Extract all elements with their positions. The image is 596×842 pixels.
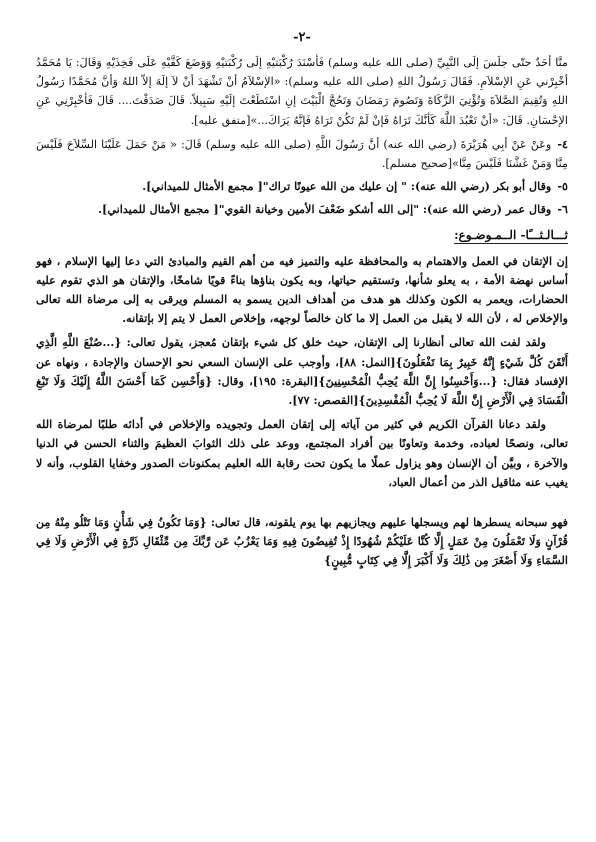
list-item-6 bbox=[36, 200, 568, 219]
document-page bbox=[36, 30, 568, 834]
list-number: ٥- bbox=[557, 179, 568, 194]
paragraph-quran-call: ولقد دعانا القرآن الكريم في كثير من آياته إلى إتقان العمل وتجويده والإخلاص في أدائه طلبًا لمرضاة الله تعالى، ونصحًا لعباده، وخدمة وتعاونًا بين أفراد المجتمع، ووعد على ذلك الثوابَ العظيمَ والثناء الحسن في الدنيا والآخرة ، وبيَّن أن الإنسان وهو يزاول عملًا ما يكون تحت رقابة الله العليم بمكنونات الصدور وخفايا القلوب، وأنه لا يغيب عنه مثاقيل الذر من أعمال العباد، bbox=[36, 417, 568, 489]
list-text: وعَنْ عَنْ أبِي هُرَيْرَةَ (رضي الله عنه) أنَّ رَسُولَ اللَّهِ (صلى الله عليه وسلم) قَالَ: « مَنْ حَمَلَ عَلَيْنَا السِّلاَحَ فَلَيْسَ مِنَّا وَمَنْ غَشَّنَا فَلَيْسَ مِنَّا»[صحيح مسلم]. bbox=[36, 137, 568, 171]
list-item-4 bbox=[36, 135, 568, 173]
paragraph-closing-verse: فهو سبحانه يسطرها لهم ويسجلها عليهم ويجازيهم بها يوم يلقونه، قال تعالى: {وَمَا تَكُونُ فِي شَأْنٍ وَمَا تَتْلُو مِنْهُ مِن قُرْآنٍ وَلَا تَعْمَلُونَ مِنْ عَمَلٍ إِلَّا كُنَّا عَلَيْكُمْ شُهُودًا إِذْ تُفِيضُونَ فِيهِ وَمَا يَعْزُبُ عَن رَّبِّكَ مِن مِّثْقَالِ ذَرَّةٍ فِي الْأَرْضِ وَلَا فِي السَّمَاءِ وَلَا أَصْغَرَ مِن ذَٰلِكَ وَلَا أَكْبَرَ إِلَّا فِي كِتَابٍ مُّبِينٍ} bbox=[36, 515, 568, 568]
hadith-continuation: منَّا أحَدٌ حتّى جلَسَ إلَى النَّبِيِّ (صلى الله عليه وسلم) فَأسْنَدَ رُكْبَتيْهِ إلَى رُكْبَتيْهِ وَوَضَعَ كَفَّيْهِ عَلَى فَخِذَيْهِ وَقَالَ: يَا مُحَمَّدُ أخْبِرْني عَنِ الإسْلاَمِ. فَقَالَ رَسُولُ اللهِ (صلى الله عليه وسلم): «الإسْلاَمُ أنْ تَشْهَدَ أنْ لاَ إلَهَ إلاّ اللهُ وَأنَّ مُحَمَّدًا رَسُولُ اللهِ وَتُقِيمَ الصَّلاَةَ وَتُؤْتِيَ الزَّكَاةَ وَتَصُومَ رَمَضَانَ وَتَحُجَّ الْبَيْتَ إنِ اسْتَطَعْتَ إلَيْهِ سَبِيلاً. قَالَ صَدَقْتَ.... قَالَ فَأخْبِرْنِي عَنِ الإحْسَانِ. قَالَ: «أنْ تَعْبُدَ اللَّهَ كَأنَّكَ تَرَاهُ فَإنْ لَمْ تَكُنْ تَرَاهُ فَإنَّهُ يَرَاكَ...»[متفق عليه]. bbox=[36, 56, 568, 127]
paragraph-quran-refs: ولقد لفت الله تعالى أنظارنا إلى الإتقان، حيث خلق كل شيء بإتقان مُعجز، يقول تعالى: {...صُنْعَ اللَّهِ الَّذِي أَتْقَنَ كُلَّ شَيْءٍ إِنَّهُ خَبِيرٌ بِمَا تَفْعَلُونَ}[النمل: ٨٨]، وأوجب على الإنسان السعي نحو الإحسان والإجادة ، ونهاه عن الإفساد فقال: {...وَأَحْسِنُوا إِنَّ اللَّهَ يُحِبُّ الْمُحْسِنِينَ}[البقرة: ١٩٥]، وقال: {وَأَحْسِن كَمَا أَحْسَنَ اللَّهُ إِلَيْكَ وَلَا تَبْغِ الْفَسَادَ فِي الْأَرْضِ إِنَّ اللَّهَ لَا يُحِبُّ الْمُفْسِدِينَ}[القصص: ٧٧]. bbox=[36, 335, 568, 408]
paragraph-gap bbox=[36, 497, 568, 513]
list-item-5 bbox=[36, 177, 568, 196]
list-number: ٦- bbox=[557, 202, 568, 217]
list-text: وقال أبو بكر (رضي الله عنه): " إن عليك من الله عيونًا تراك"[ مجمع الأمثال للميداني]. bbox=[142, 179, 552, 194]
section-heading: ثـــالـثـــًا- الــمـوضـوع: bbox=[454, 227, 568, 242]
page-number: -٢- bbox=[293, 30, 311, 45]
list-number: ٤- bbox=[557, 136, 568, 151]
paragraph-intro: إن الإتقان في العمل والاهتمام به والمحافظة عليه والتميز فيه من أهم القيم والمبادئ التي دعا إليها الإسلام ، فهو أساس نهضة الأمة ، به يعلو شأنها، وتستقيم حياتها، وبه يكون بناؤها بناءً قويًا شامخًا، والإتقان هو الذي تقوم عليه الحضارات، ويعمر به الكون وكذلك هو هدف من أهداف الدين يسمو به المسلم ويرقى به إلى مرضاة الله تعالى والإخلاص له ، لأن الله لا يقبل من العمل إلا ما كان خالصاً لوجهه، وإخلاص العمل لا يتم إلا بإتقانه. bbox=[36, 253, 568, 326]
list-text: وقال عمر (رضي الله عنه): "إلى الله أشكو ضَعْفَ الأمين وخيانة القوي"[ مجمع الأمثال للميداني]. bbox=[98, 202, 552, 217]
